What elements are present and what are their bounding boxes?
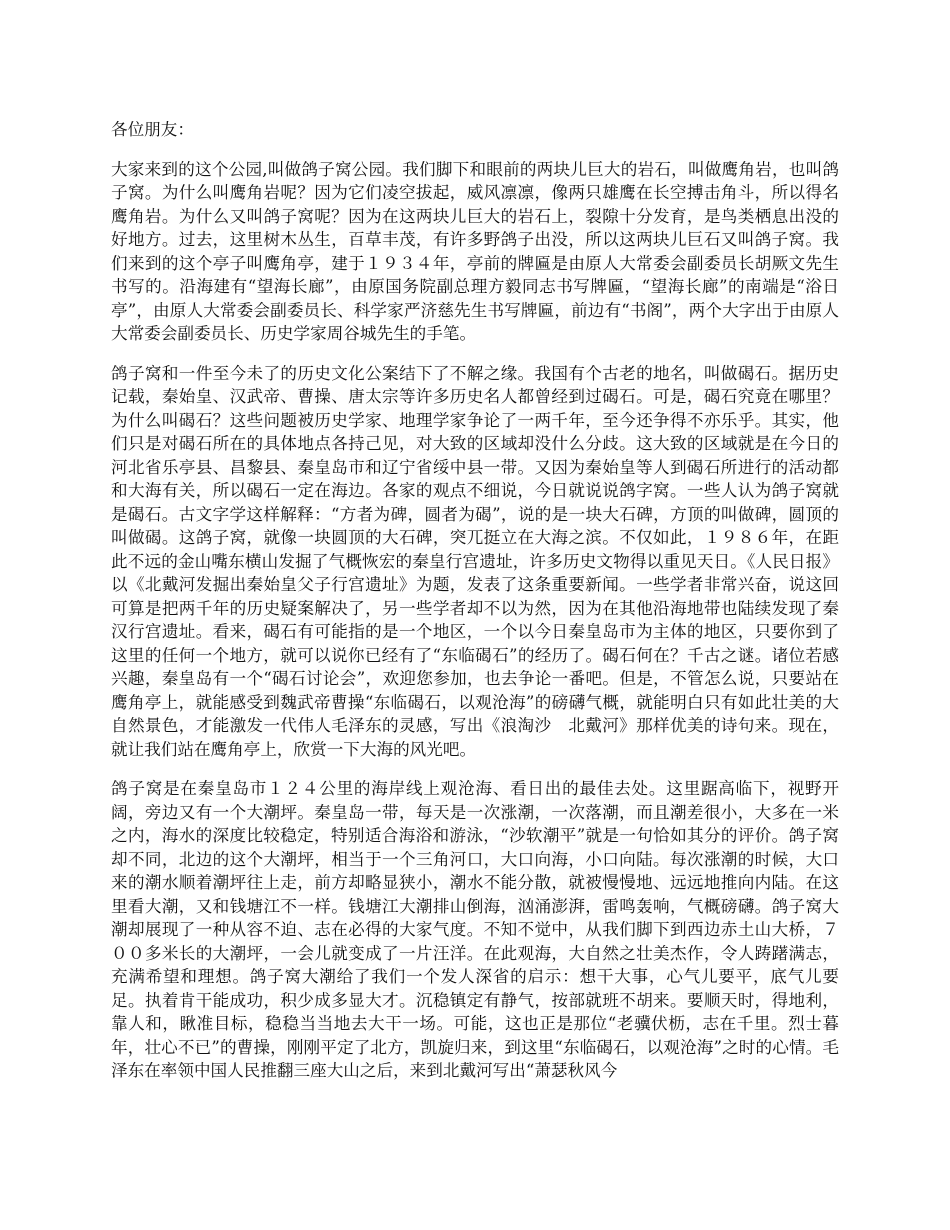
paragraph: 大家来到的这个公园,叫做鸽子窝公园。我们脚下和眼前的两块儿巨大的岩石，叫做鹰角岩，也叫鸽子窝。为什么叫鹰角岩呢？因为它们凌空拔起，威风凛凛，像两只雄鹰在长空搏击角斗，所以得名鹰角岩。为什么又叫鸽子窝呢？因为在这两块儿巨大的岩石上，裂隙十分发育，是鸟类栖息出没的好地方。过去，这里树木丛生，百草丰茂，有许多野鸽子出没，所以这两块儿巨石又叫鸽子窝。我们来到的这个亭子叫鹰角亭，建于１９３４年，亭前的牌匾是由原人大常委会副委员长胡厥文先生书写的。沿海建有“望海长廊”，由原国务院副总理方毅同志书写牌匾，“望海长廊”的南端是“浴日亭”，由原人大常委会副委员长、科学家严济慈先生书写牌匾，前边有“书阁”，两个大字出于由原人大常委会副委员长、历史学家周谷城先生的手笔。 bbox=[111, 159, 839, 343]
paragraph: 鸽子窝是在秦皇岛市１２４公里的海岸线上观沧海、看日出的最佳去处。这里踞高临下，视野开阔，旁边又有一个大潮坪。秦皇岛一带，每天是一次涨潮，一次落潮，而且潮差很小，大多在一米之内，海水的深度比较稳定，特别适合海浴和游泳，“沙软潮平”就是一句恰如其分的评价。鸽子窝却不同，北边的这个大潮坪，相当于一个三角河口，大口向海，小口向陆。每次涨潮的时候，大口来的潮水顺着潮坪往上走，前方却略显狭小，潮水不能分散，就被慢慢地、远远地推向内陆。在这里看大潮，又和钱塘江不一样。钱塘江大潮排山倒海，汹涌澎湃，雷鸣轰响，气概磅礴。鸽子窝大潮却展现了一种从容不迫、志在必得的大家气度。不知不觉中，从我们脚下到西边赤土山大桥，７００多米长的大潮坪，一会儿就变成了一片汪洋。在此观海，大自然之壮美杰作，令人踌躇满志，充满希望和理想。鸽子窝大潮给了我们一个发人深省的启示：想干大事，心气儿要平，底气儿要足。执着肯干能成功，积少成多显大才。沉稳镇定有静气，按部就班不胡来。要顺天时，得地利，靠人和，瞅准目标，稳稳当当地去大干一场。可能，这也正是那位“老骥伏枥，志在千里。烈士暮年，壮心不已”的曹操，刚刚平定了北方，凯旋归来，到这里“东临碣石，以观沧海”之时的心情。毛泽东在率领中国人民推翻三座大山之后，来到北戴河写出“萧瑟秋风今 bbox=[111, 779, 839, 1080]
document-page bbox=[111, 118, 839, 1099]
greeting: 各位朋友： bbox=[111, 120, 194, 139]
paragraph: 鸽子窝和一件至今未了的历史文化公案结下了不解之缘。我国有个古老的地名，叫做碣石。据历史记载，秦始皇、汉武帝、曹操、唐太宗等许多历史名人都曾经到过碣石。可是，碣石究竟在哪里？为什么叫碣石？这些问题被历史学家、地理学家争论了一两千年，至今还争得不亦乐乎。其实，他们只是对碣石所在的具体地点各持己见，对大致的区域却没什么分歧。这大致的区域就是在今日的河北省乐亭县、昌黎县、秦皇岛市和辽宁省绥中县一带。又因为秦始皇等人到碣石所进行的活动都和大海有关，所以碣石一定在海边。各家的观点不细说，今日就说说鸽字窝。一些人认为鸽子窝就是碣石。古文字学这样解释：“方者为碑，圆者为碣”，说的是一块大石碑，方顶的叫做碑，圆顶的叫做碣。这鸽子窝，就像一块圆顶的大石碑，突兀挺立在大海之滨。不仅如此，１９８６年，在距此不远的金山嘴东横山发掘了气概恢宏的秦皇行宫遗址，许多历史文物得以重见天日。《人民日报》以《北戴河发掘出秦始皇父子行宫遗址》为题，发表了这条重要新闻。一些学者非常兴奋，说这回可算是把两千年的历史疑案解决了，另一些学者却不以为然，因为在其他沿海地带也陆续发现了秦汉行宫遗址。看来，碣石有可能指的是一个地区，一个以今日秦皇岛市为主体的地区，只要你到了这里的任何一个地方，就可以说你已经有了“东临碣石”的经历了。碣石何在？千古之谜。诸位若感兴趣，秦皇岛有一个“碣石讨论会”，欢迎您参加，也去争论一番吧。但是，不管怎么说，只要站在鹰角亭上，就能感受到魏武帝曹操“东临碣石，以观沧海”的磅礴气概，就能明白只有如此壮美的大自然景色，才能激发一代伟人毛泽东的灵感，写出《浪淘沙 北戴河》那样优美的诗句来。现在，就让我们站在鹰角亭上，欣赏一下大海的风光吧。 bbox=[111, 363, 839, 759]
